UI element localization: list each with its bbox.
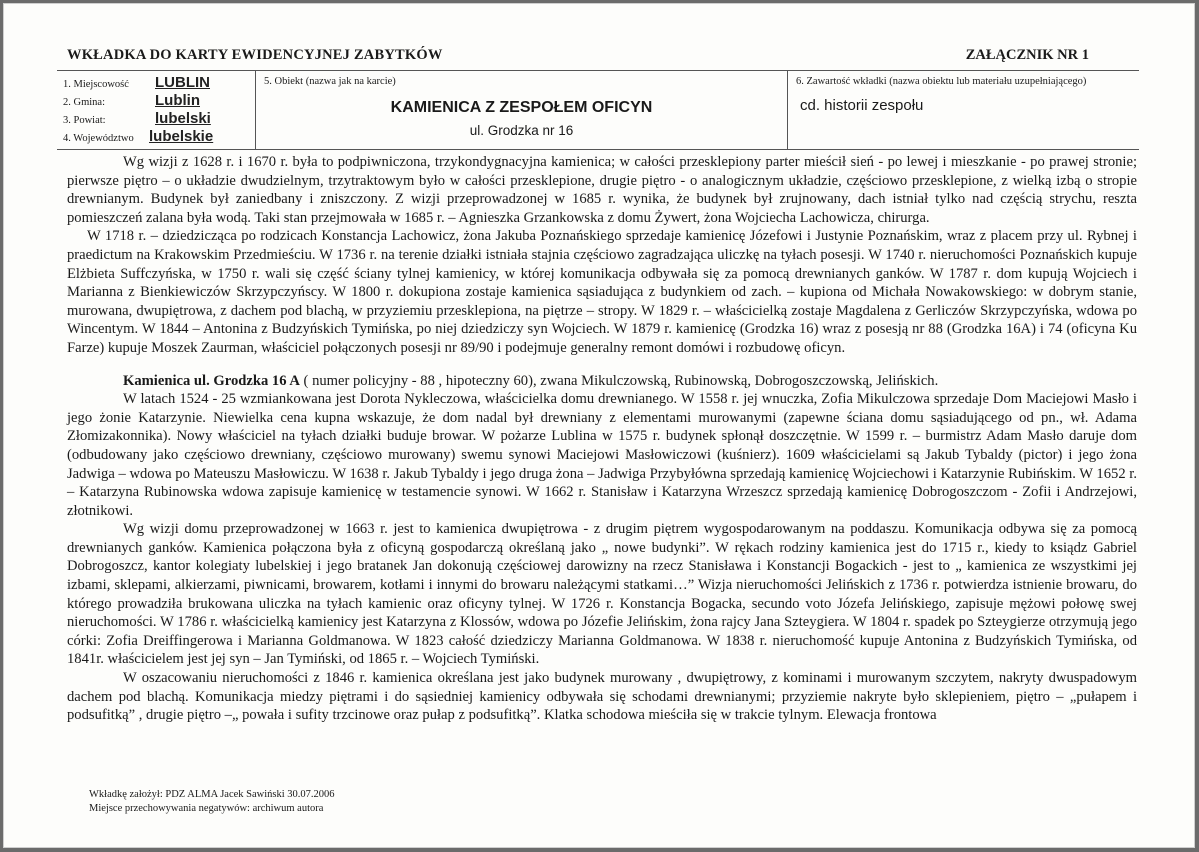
object-cell <box>256 71 788 149</box>
field-label: 4. Województwo <box>63 133 134 144</box>
paragraph: W 1718 r. – dziedzicząca po rodzicach Konstancja Lachowicz, żona Jakuba Poznańskiego sprzedaje kamienicę Józefowi i Justynie Poznańskim, wraz z placem przy ul. Rybnej i praedictum na Krakowskim Przedmieściu. W 1736 r. na terenie działki istniała stajnia częściowo zagradzająca uliczkę na tyłach posesji. W 1740 r. nieruchomości Poznańskich kupuje Elżbieta Suffczyńska, w 1750 r. wali się część ściany tylnej kamienicy, w której komunikacja odbywała się za pomocą drewnianych ganków. W 1787 r. dom kupują Wojciech i Marianna z Bienkiewiczów Skrzypczyńscy. W 1800 r. dokupiona zostaje kamienica sąsiadująca z budynkiem od zach. – kupiona od Michała Nowakowskiego: w dobrym stanie, murowana, dwupiętrowa, z dachem pod blachą, w przyziemiu przesklepiona, na piętrze – stropy. W 1829 r. – właścicielką zostaje Magdalena z Gerliczów Skrzypczyńska, wdowa po Wincentym. W 1844 – Antonina z Budzyńskich Tymińska, po niej dziedziczy syn Wojciech. W 1879 r. kamienicę (Grodzka 16) wraz z posesją nr 88 (Grodzka 16A) i 74 (oficyna Ku Farze) kupuje Moszek Zaurman, właściciel połączonych posesji nr 89/90 i podejmuje generalny remont domówi i rozbudowę oficyn. <box>67 228 1137 356</box>
location-row <box>63 74 210 91</box>
location-row <box>63 128 213 145</box>
location-cell <box>57 71 256 149</box>
footer <box>89 788 335 816</box>
field-value-gmina: Lublin <box>155 92 200 109</box>
paragraph: Wg wizji domu przeprowadzonej w 1663 r. jest to kamienica dwupiętrowa - z drugim piętrem wygospodarowanym na poddaszu. Komunikacja odbywa się za pomocą drewnianych ganków. Kamienica połączona była z oficyną gospodarczą określaną jako „ nowe budynki”. W rękach rodziny kamienica jest do 1715 r., kiedy to ksiądz Gabriel Dobrogoszcz, kantor kolegiaty lubelskiej i jego bratanek Jan dokonują częściowej darowizny na rzecz Stanisława i Konstancji Bogackich - jest to „ kamienica ze wszystkimi jej izbami, sklepami, alkierzami, piwnicami, browarem, kotłami i innymi do browaru należącymi statkami…” Wizja nieruchomości Jelińskich z 1736 r. potwierdza istnienie browaru, do którego prowadziła brukowana uliczka na tyłach kamienic oraz oficyny tylnej. W 1726 r. Konstancja Bogacka, secundo voto Józefa Jelińskiego, zapisuje mężowi połowę swej nieruchomości. W 1786 r. właścicielką kamienicy jest Katarzyna z Klossów, wdowa po Józefie Jelińskim, żona rajcy Jana Szteygiera. W 1804 r. spadek po Szteygierze otrzymują jego córki: Zofia Dreiffingerowa i Marianna Goldmanowa. W 1823 całość dziedziczy Marianna Goldmanowa. W 1838 r. nieruchomość kupuje Antonina z Budzyńskich Tymińska, od 1841r. właścicielem jest jej syn – Jan Tymiński, od 1865 r. – Wojciech Tymiński. <box>67 521 1137 668</box>
metadata-table <box>57 70 1139 150</box>
paragraph: W oszacowaniu nieruchomości z 1846 r. kamienica określana jest jako budynek murowany , dwupiętrowy, z kominami i murowanym szczytem, nakryty dwuspadowym dachem pod blachą. Komunikacja miedzy piętrami i do sąsiedniej kamienicy odbywała się schodami drewnianymi; przyziemie nakryte było sklepieniem, piętro – „pułapem i podsufitką” , drugie piętro –„ powała i sufity trzcinowe oraz pułap z podsufitką”. Klatka schodowa mieściła się w trakcie tylnym. Elewacja frontowa <box>67 670 1137 724</box>
attachment-number: ZAŁĄCZNIK NR 1 <box>965 47 1089 63</box>
section-heading-detail: ( numer policyjny - 88 , hipoteczny 60), zwana Mikulczowską, Rubinowską, Dobrogoszczowską, Jelińskich. <box>299 372 939 389</box>
field-value-miejscowosc: LUBLIN <box>155 74 210 91</box>
object-address: ul. Grodzka nr 16 <box>469 123 574 138</box>
document-body <box>67 153 1137 725</box>
location-row <box>63 92 200 109</box>
paragraph: Wg wizji z 1628 r. i 1670 r. była to podpiwniczona, trzykondygnacyjna kamienica; w całości przesklepiony parter mieścił sień - po lewej i mieszkanie - po prawej stronie; pierwsze piętro – o układzie dwudzielnym, trzytraktowym było w całości przesklepione, drugie piętro - o analogicznym układzie, częściowo przesklepione, z wielką izbą o stropie drewnianym. Budynek był zaniedbany i zniszczony. Z wizji przeprowadzonej w 1685 r. wynika, że budynek był zrujnowany, dach istniał tylko nad częścią strychu, reszta pomieszczeń zalana była wodą. Taki stan przejmowała w 1685 r. – Agnieszka Grzankowska z domu Żywert, żona Wojciecha Lachowicza, chirurga. <box>67 154 1137 226</box>
object-label: 5. Obiekt (nazwa jak na karcie) <box>264 76 396 87</box>
document-title: WKŁADKA DO KARTY EWIDENCYJNEJ ZABYTKÓW <box>67 47 443 63</box>
location-row <box>63 110 211 127</box>
content-value: cd. historii zespołu <box>800 97 924 114</box>
field-label: 3. Powiat: <box>63 115 106 126</box>
author-line: Wkładkę założył: PDZ ALMA Jacek Sawiński 30.07.2006 <box>89 789 335 800</box>
section-heading-paragraph <box>67 372 1137 391</box>
field-label: 1. Miejscowość <box>63 79 129 90</box>
section-heading: Kamienica ul. Grodzka 16 A <box>123 372 300 389</box>
object-name: KAMIENICA Z ZESPOŁEM OFICYN <box>390 99 653 116</box>
field-value-wojewodztwo: lubelskie <box>149 128 214 145</box>
paragraph: W latach 1524 - 25 wzmiankowana jest Dorota Nykleczowa, właścicielka domu drewnianego. W 1558 r. jej wnuczka, Zofia Mikulczowa sprzedaje Dom Maciejowi Masło i jego żonie Katarzynie. Niewielka cena kupna wskazuje, że dom nadal był drewniany z elementami murowanymi (zapewne ściana domu sąsiadującego od pn., wł. Adama Złomizakonnika). Nowy właściciel na tyłach działki buduje browar. W pożarze Lublina w 1575 r. budynek spłonął doszczętnie. W 1599 r. – burmistrz Adam Masło daruje dom (odbudowany jako częściowo drewniany, częściowo murowany) swemu synowi Maciejowi Masłowiczowi (kuśnierz). 1609 właścicielami są Jakub Tybaldy (pictor) i jego żona Jadwiga – wdowa po Mateuszu Masłowiczu. W 1638 r. Jakub Tybaldy i jego druga żona – Jadwiga Przybyłówna sprzedają kamienicę Wojciechowi i Katarzynie Rubińskim. W 1652 r. – Katarzyna Rubinowska wdowa zapisuje kamienicę w testamencie synowi. W 1662 r. Stanisław i Katarzyna Wrzeszcz sprzedają kamienicę Dobrogoszczom - Zofii i Andrzejowi, złotnikowi. <box>67 391 1137 519</box>
field-label: 2. Gmina: <box>63 97 105 108</box>
field-value-powiat: lubelski <box>155 110 211 127</box>
content-cell <box>788 71 1139 149</box>
storage-line: Miejsce przechowywania negatywów: archiwum autora <box>89 803 324 814</box>
document-page <box>3 3 1195 848</box>
content-label: 6. Zawartość wkładki (nazwa obiektu lub materiału uzupełniającego) <box>796 76 1087 87</box>
